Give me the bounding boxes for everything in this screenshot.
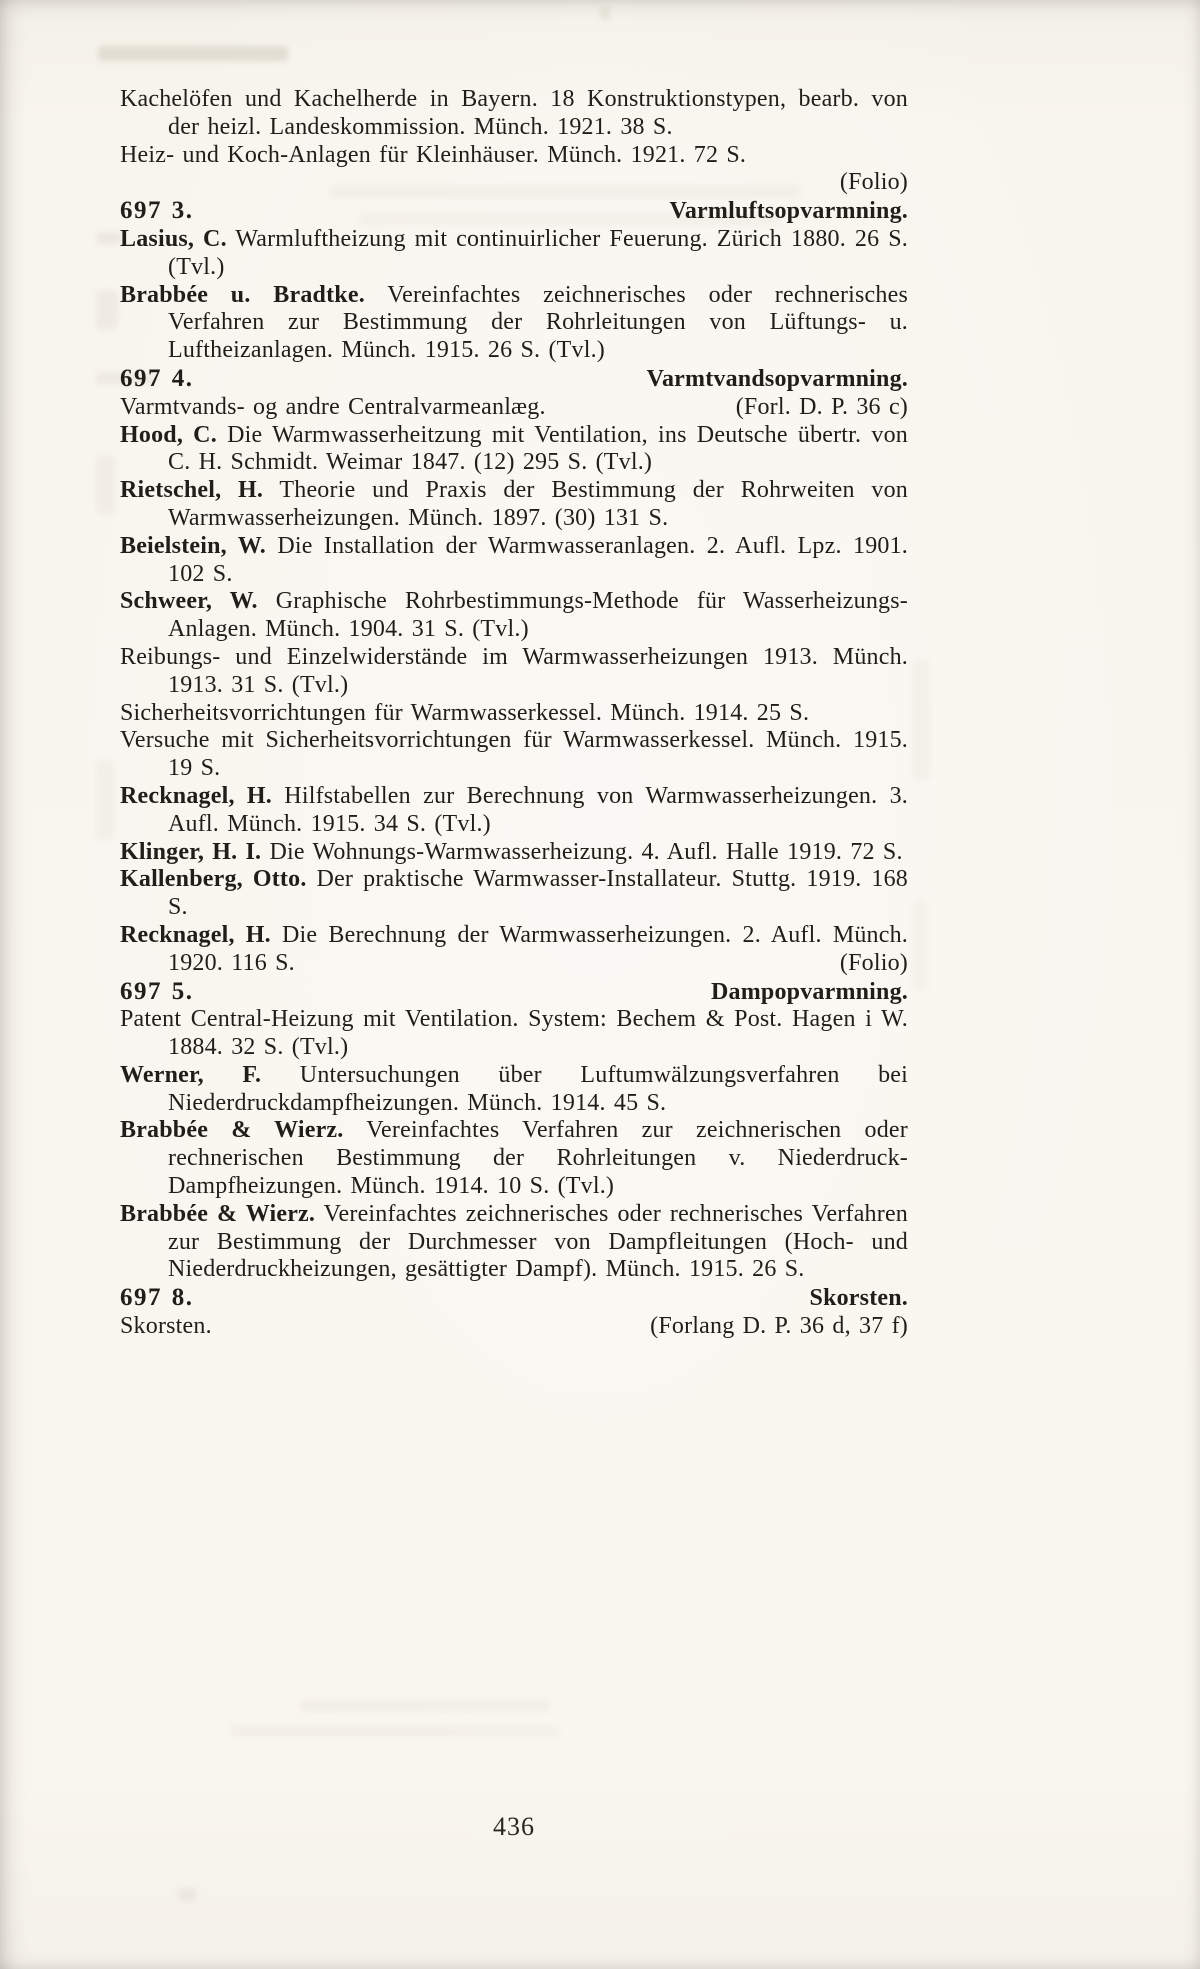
bleedthrough-artifact xyxy=(96,232,122,244)
entry-text: Vereinfachtes zeichnerisches oder rechnerisches Verfahren zur Bestimmung der Durchmesser von Dampfleitungen (Hoch- und Niederdruckheizungen, gesättigter Dampf). Münch. 1915. 26 S. xyxy=(168,1200,908,1283)
bleedthrough-artifact xyxy=(96,760,114,840)
bibliography-entry xyxy=(120,588,908,644)
bibliography-entry xyxy=(120,226,908,282)
bibliography-entry xyxy=(120,394,908,422)
folio-note: (Folio) xyxy=(839,169,908,196)
bibliography-entry xyxy=(120,1313,908,1341)
entry-text: Der praktische Warmwasser-Installateur. Stuttg. 1919. 168 S. xyxy=(168,866,908,921)
bleedthrough-artifact xyxy=(98,46,288,61)
bibliography-entry xyxy=(120,727,908,783)
entry-author: Beielstein, W. xyxy=(120,532,266,559)
section-title: Varmluftsopvarmning. xyxy=(669,198,908,225)
section-heading xyxy=(120,365,908,394)
bleedthrough-artifact xyxy=(230,1725,560,1737)
section-title: Skorsten. xyxy=(809,1285,908,1312)
entry-text: Varmtvands- og andre Centralvarmeanlæg. xyxy=(120,393,546,420)
entry-text: Untersuchungen über Luftumwälzungsverfahren bei Niederdruckdampfheizungen. Münch. 1914. 45 S. xyxy=(168,1061,909,1116)
entry-text: Die Installation der Warmwasseranlagen. 2. Aufl. Lpz. 1901. 102 S. xyxy=(168,532,908,587)
bibliography-entry xyxy=(120,839,908,867)
entry-text: Hilfstabellen zur Berechnung von Warmwasserheizungen. 3. Aufl. Münch. 1915. 34 S. (Tvl.) xyxy=(168,782,909,837)
bibliography-entry xyxy=(120,783,908,839)
bibliography-entry xyxy=(120,86,908,142)
section-title: Varmtvandsopvarmning. xyxy=(646,365,908,392)
section-code: 697 8. xyxy=(120,1284,194,1312)
section-heading xyxy=(120,978,908,1007)
section-heading xyxy=(120,1284,908,1313)
bibliography-entry xyxy=(120,1117,908,1200)
bibliography-entry xyxy=(120,866,908,922)
entry-text: Patent Central-Heizung mit Ventilation. System: Bechem & Post. Hagen i W. 1884. 32 S. (Tvl.) xyxy=(120,1006,908,1061)
entry-author: Lasius, C. xyxy=(120,225,227,252)
entry-author: Rietschel, H. xyxy=(120,477,264,504)
page-content xyxy=(120,86,908,1341)
bibliography-entry xyxy=(120,1006,908,1062)
entry-text: Reibungs- und Einzelwiderstände im Warmwasserheizungen 1913. Münch. 1913. 31 S. (Tvl.) xyxy=(120,643,908,698)
entry-text: Die Berechnung der Warmwasserheizungen. 2. Aufl. Münch. 1920. 116 S. xyxy=(168,921,909,976)
entry-ref: (Folio) xyxy=(839,949,908,976)
section-code: 697 4. xyxy=(120,364,194,392)
section-title: Dampopvarmning. xyxy=(710,978,908,1005)
entry-author: Brabbée & Wierz. xyxy=(120,1200,316,1227)
entry-author: Recknagel, H. xyxy=(120,921,271,948)
bleedthrough-artifact xyxy=(300,1700,550,1712)
entry-text: Graphische Rohrbestimmungs-Methode für Wasserheizungs-Anlagen. Münch. 1904. 31 S. (Tvl.) xyxy=(168,588,908,643)
section-heading xyxy=(120,197,908,226)
section-code: 697 3. xyxy=(120,197,194,225)
bibliography-entry xyxy=(120,282,908,365)
bibliography-entry xyxy=(120,533,908,589)
entry-author: Klinger, H. I. xyxy=(120,838,262,865)
entry-text: Warmluftheizung mit continuirlicher Feuerung. Zürich 1880. 26 S. (Tvl.) xyxy=(168,225,908,280)
entry-text: Die Wohnungs-Warmwasserheizung. 4. Aufl. Halle 1919. 72 S. xyxy=(269,838,903,865)
bibliography-entry xyxy=(120,1201,908,1284)
bibliography-entry xyxy=(120,477,908,533)
bleedthrough-artifact xyxy=(178,1888,196,1902)
entry-author: Schweer, W. xyxy=(120,588,258,615)
page-number: 436 xyxy=(493,1812,535,1841)
entry-text: Skorsten. xyxy=(120,1313,212,1340)
entry-text: Kachelöfen und Kachelherde in Bayern. 18 Konstruktionstypen, bearb. von der heizl. Landeskommission. Münch. 1921. 38 S. xyxy=(120,86,908,140)
bibliography-entry xyxy=(120,922,908,978)
entry-ref: (Forlang D. P. 36 d, 37 f) xyxy=(650,1313,908,1340)
entry-author: Brabbée u. Bradtke. xyxy=(120,281,365,308)
bibliography-entry xyxy=(120,700,908,728)
bibliography-entry xyxy=(120,142,908,170)
bibliography-entry xyxy=(120,422,908,478)
entry-author: Brabbée & Wierz. xyxy=(120,1117,344,1144)
bleedthrough-artifact xyxy=(96,290,118,330)
entry-text: Theorie und Praxis der Bestimmung der Rohrweiten von Warmwasserheizungen. Münch. 1897. (30) 131 S. xyxy=(168,477,908,531)
entry-text: Versuche mit Sicherheitsvorrichtungen für Warmwasserkessel. Münch. 1915. 19 S. xyxy=(120,727,908,782)
entry-text: Vereinfachtes Verfahren zur zeichnerischen oder rechnerischen Bestimmung der Rohrleitungen v. Niederdruck-Dampfheizungen. Münch. 1914. 10 S. (Tvl.) xyxy=(168,1117,908,1200)
entry-text: Die Warmwasserheitzung mit Ventilation, ins Deutsche übertr. von C. H. Schmidt. Weimar 1847. (12) 295 S. (Tvl.) xyxy=(168,421,909,476)
bleedthrough-artifact xyxy=(96,455,116,515)
entry-author: Hood, C. xyxy=(120,421,217,448)
entry-text: Heiz- und Koch-Anlagen für Kleinhäuser. Münch. 1921. 72 S. xyxy=(120,141,747,168)
entry-author: Kallenberg, Otto. xyxy=(120,866,307,893)
bibliography-entry xyxy=(120,1062,908,1118)
entry-author: Recknagel, H. xyxy=(120,782,273,809)
entry-ref: (Forl. D. P. 36 c) xyxy=(735,393,908,420)
bleedthrough-artifact xyxy=(912,660,930,780)
entry-author: Werner, F. xyxy=(120,1061,262,1088)
entry-text: Vereinfachtes zeichnerisches oder rechnerisches Verfahren zur Bestimmung der Rohrleitungen von Lüftungs- u. Luftheizanlagen. Münch. 1915. 26 S. (Tvl.) xyxy=(168,281,908,364)
bibliography-entry xyxy=(120,644,908,700)
entry-text: Sicherheitsvorrichtungen für Warmwasserkessel. Münch. 1914. 25 S. xyxy=(120,699,810,726)
bleedthrough-artifact xyxy=(600,6,610,20)
bleedthrough-artifact xyxy=(912,900,928,990)
section-code: 697 5. xyxy=(120,977,194,1005)
